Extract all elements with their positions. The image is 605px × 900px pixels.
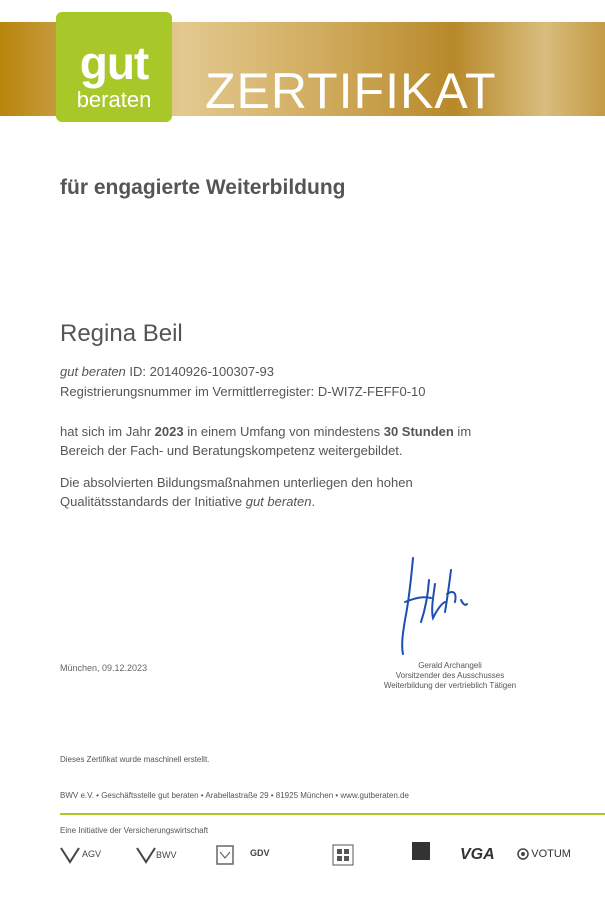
dark-box-logo	[412, 842, 430, 860]
signer-block	[336, 661, 564, 691]
body-paragraph-2-line1: Die absolvierten Bildungsmaßnahmen unterliegen den hohen	[60, 475, 413, 490]
certificate-subtitle: für engagierte Weiterbildung	[60, 176, 346, 199]
votum-circle-icon	[517, 848, 529, 860]
register-number-line: Registrierungsnummer im Vermittlerregister: D-WI7Z-FEFF0-10	[60, 384, 426, 399]
crest-icon	[215, 844, 235, 866]
bwv-label: BWV	[156, 850, 177, 860]
body-paragraph-1-line1	[60, 424, 471, 439]
bwv-v-icon	[136, 846, 156, 864]
logo-text-beraten: beraten	[76, 87, 152, 112]
recipient-name: Regina Beil	[60, 320, 183, 347]
p2-text-a: Qualitätsstandards der Initiative	[60, 494, 246, 509]
id-value: ID: 20140926-100307-93	[125, 364, 274, 379]
place-date: München, 09.12.2023	[60, 663, 148, 673]
body-paragraph-1-line2: Bereich der Fach- und Beratungskompetenz weitergebildet.	[60, 443, 403, 458]
association-crest-logo	[215, 844, 235, 868]
gdv-logo	[250, 848, 270, 858]
p1-year: 2023	[154, 424, 184, 439]
recipient-id-line	[60, 364, 274, 379]
logo-text-gut: gut	[79, 37, 149, 89]
votum-logo	[517, 848, 571, 860]
p1-text-a: hat sich im Jahr	[60, 424, 155, 439]
agv-label: AGV	[82, 849, 102, 859]
gdv-label: GDV	[250, 848, 270, 858]
p2-brand: gut beraten	[245, 494, 312, 509]
organization-address: BWV e.V. • Geschäftsstelle gut beraten • Arabellastraße 29 • 81925 München • www.gutberaten.de	[60, 791, 409, 800]
id-brand-label: gut beraten	[60, 364, 126, 379]
footer-divider	[60, 813, 605, 815]
agv-v-icon	[60, 846, 80, 864]
initiative-note: Eine Initiative der Versicherungswirtschaft	[60, 826, 209, 835]
dark-square-icon	[412, 842, 430, 860]
votum-label: VOTUM	[531, 848, 571, 860]
signer-role-1: Vorsitzender des Ausschusses	[395, 671, 505, 680]
handwritten-signature	[395, 550, 485, 660]
signer-role-2: Weiterbildung der vertrieblich Tätigen	[383, 681, 517, 690]
agv-logo	[60, 846, 102, 866]
p1-text-b: in einem Umfang von mindestens	[183, 424, 384, 439]
vga-label: VGA	[460, 846, 495, 863]
bwv-logo	[136, 846, 177, 866]
vga-logo	[460, 846, 495, 864]
p1-text-c: im	[453, 424, 472, 439]
certificate-title: ZERTIFIKAT	[205, 63, 497, 119]
signer-name: Gerald Archangeli	[418, 661, 482, 670]
bvk-grid-icon	[332, 844, 354, 866]
machine-generated-note: Dieses Zertifikat wurde maschinell erstellt.	[60, 755, 210, 764]
p1-hours: 30 Stunden	[383, 424, 454, 439]
gut-beraten-logo	[56, 12, 172, 122]
p2-end: .	[311, 494, 316, 509]
bvk-logo	[332, 844, 354, 868]
partner-logos	[60, 838, 600, 878]
body-paragraph-2-line2	[60, 494, 315, 509]
